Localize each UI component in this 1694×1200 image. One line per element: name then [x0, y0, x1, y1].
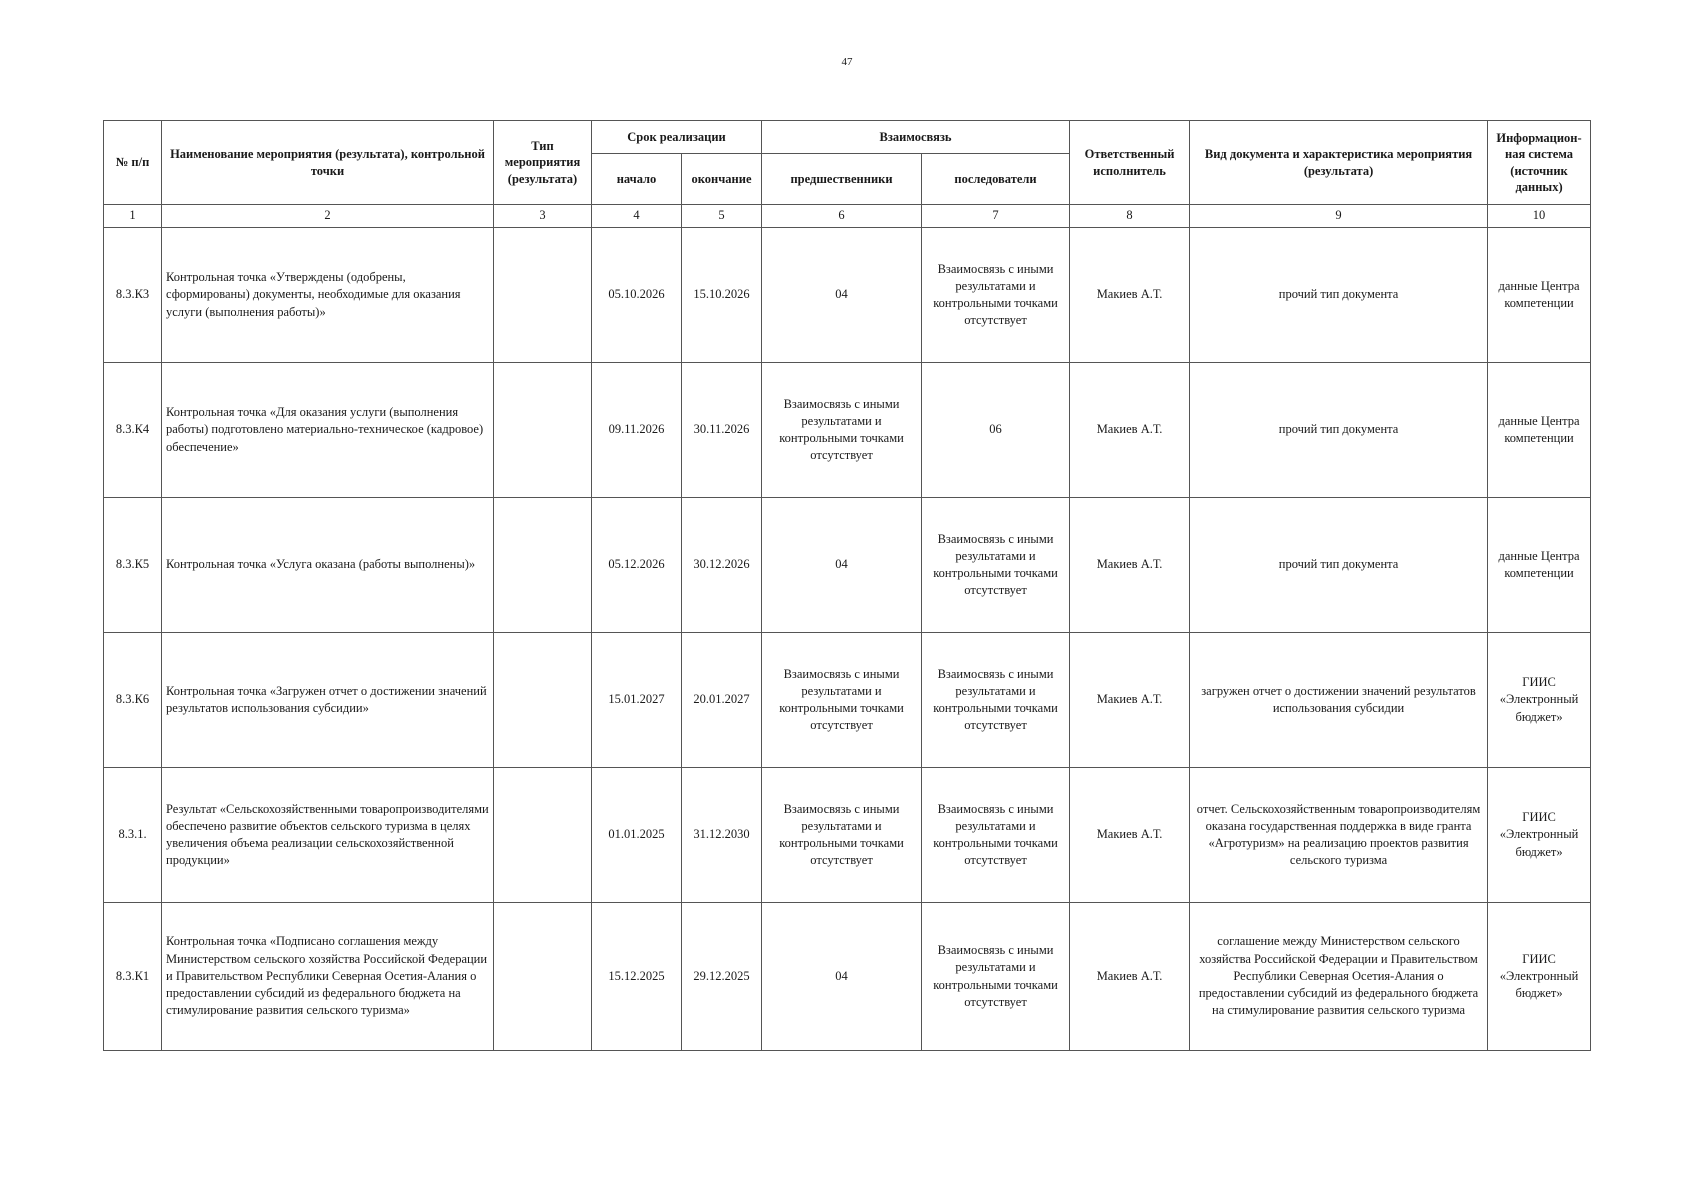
- row-responsible: Макиев А.Т.: [1070, 498, 1190, 633]
- row-end: 29.12.2025: [682, 903, 762, 1051]
- row-predecessors: 04: [762, 228, 922, 363]
- row-name: Контрольная точка «Подписано соглашения между Министерством сельского хозяйства Российской Федерации и Правительством Республики Северная Осетия-Алания о предоставлении субсидий из федерального бюджета на стимулирование развития сельского туризма»: [162, 903, 494, 1051]
- header-type: Тип мероприятия (результата): [494, 121, 592, 205]
- column-number: 7: [922, 205, 1070, 228]
- table-row: [104, 768, 1591, 903]
- row-responsible: Макиев А.Т.: [1070, 363, 1190, 498]
- row-number: 8.3.К1: [104, 903, 162, 1051]
- row-info-system: ГИИС «Электронный бюджет»: [1488, 633, 1591, 768]
- row-successors: Взаимосвязь с иными результатами и контрольными точками отсутствует: [922, 498, 1070, 633]
- header-num: № п/п: [104, 121, 162, 205]
- row-responsible: Макиев А.Т.: [1070, 903, 1190, 1051]
- table-row: [104, 498, 1591, 633]
- row-number: 8.3.К4: [104, 363, 162, 498]
- row-document: прочий тип документа: [1190, 363, 1488, 498]
- header-document: Вид документа и характеристика мероприятия (результата): [1190, 121, 1488, 205]
- row-document: отчет. Сельскохозяйственным товаропроизводителям оказана государственная поддержка в виде гранта «Агротуризм» на реализацию проектов развития сельского туризма: [1190, 768, 1488, 903]
- row-name: Контрольная точка «Услуга оказана (работы выполнены)»: [162, 498, 494, 633]
- row-number: 8.3.К5: [104, 498, 162, 633]
- row-document: загружен отчет о достижении значений результатов использования субсидии: [1190, 633, 1488, 768]
- row-name: Контрольная точка «Для оказания услуги (выполнения работы) подготовлено материально-техническое (кадровое) обеспечение»: [162, 363, 494, 498]
- header-info-system: Информацион-ная система (источник данных): [1488, 121, 1591, 205]
- table-row: [104, 228, 1591, 363]
- column-number: 3: [494, 205, 592, 228]
- column-number: 8: [1070, 205, 1190, 228]
- header-name: Наименование мероприятия (результата), контрольной точки: [162, 121, 494, 205]
- row-predecessors: Взаимосвязь с иными результатами и контрольными точками отсутствует: [762, 363, 922, 498]
- row-info-system: данные Центра компетенции: [1488, 498, 1591, 633]
- table-row: [104, 903, 1591, 1051]
- row-successors: Взаимосвязь с иными результатами и контрольными точками отсутствует: [922, 768, 1070, 903]
- row-end: 31.12.2030: [682, 768, 762, 903]
- row-name: Контрольная точка «Утверждены (одобрены, сформированы) документы, необходимые для оказания услуги (выполнения работы)»: [162, 228, 494, 363]
- row-type: [494, 633, 592, 768]
- row-info-system: ГИИС «Электронный бюджет»: [1488, 768, 1591, 903]
- header-responsible: Ответственный исполнитель: [1070, 121, 1190, 205]
- row-start: 05.12.2026: [592, 498, 682, 633]
- page-number: 47: [841, 56, 853, 68]
- header-end: окончание: [682, 154, 762, 205]
- column-number: 5: [682, 205, 762, 228]
- row-start: 15.12.2025: [592, 903, 682, 1051]
- row-info-system: данные Центра компетенции: [1488, 228, 1591, 363]
- row-successors: Взаимосвязь с иными результатами и контрольными точками отсутствует: [922, 633, 1070, 768]
- row-document: прочий тип документа: [1190, 228, 1488, 363]
- row-successors: 06: [922, 363, 1070, 498]
- column-number-row: [104, 205, 1591, 228]
- column-number: 1: [104, 205, 162, 228]
- column-number: 9: [1190, 205, 1488, 228]
- row-predecessors: Взаимосвязь с иными результатами и контрольными точками отсутствует: [762, 633, 922, 768]
- row-info-system: данные Центра компетенции: [1488, 363, 1591, 498]
- header-term: Срок реализации: [592, 121, 762, 154]
- row-number: 8.3.К6: [104, 633, 162, 768]
- row-end: 30.12.2026: [682, 498, 762, 633]
- row-responsible: Макиев А.Т.: [1070, 768, 1190, 903]
- row-end: 15.10.2026: [682, 228, 762, 363]
- row-start: 15.01.2027: [592, 633, 682, 768]
- row-predecessors: Взаимосвязь с иными результатами и контрольными точками отсутствует: [762, 768, 922, 903]
- row-type: [494, 903, 592, 1051]
- row-type: [494, 363, 592, 498]
- row-number: 8.3.К3: [104, 228, 162, 363]
- row-end: 30.11.2026: [682, 363, 762, 498]
- row-name: Контрольная точка «Загружен отчет о достижении значений результатов использования субсидии»: [162, 633, 494, 768]
- row-number: 8.3.1.: [104, 768, 162, 903]
- table-row: [104, 363, 1591, 498]
- row-document: прочий тип документа: [1190, 498, 1488, 633]
- row-predecessors: 04: [762, 903, 922, 1051]
- row-type: [494, 498, 592, 633]
- column-number: 4: [592, 205, 682, 228]
- row-info-system: ГИИС «Электронный бюджет»: [1488, 903, 1591, 1051]
- row-start: 01.01.2025: [592, 768, 682, 903]
- row-successors: Взаимосвязь с иными результатами и контрольными точками отсутствует: [922, 228, 1070, 363]
- column-number: 10: [1488, 205, 1591, 228]
- header-predecessors: предшественники: [762, 154, 922, 205]
- header-link: Взаимосвязь: [762, 121, 1070, 154]
- row-start: 09.11.2026: [592, 363, 682, 498]
- column-number: 6: [762, 205, 922, 228]
- row-responsible: Макиев А.Т.: [1070, 633, 1190, 768]
- row-document: соглашение между Министерством сельского хозяйства Российской Федерации и Правительством Республики Северная Осетия-Алания о предоставлении субсидий из федерального бюджета на стимулирование развития сельского туризма: [1190, 903, 1488, 1051]
- header-start: начало: [592, 154, 682, 205]
- row-successors: Взаимосвязь с иными результатами и контрольными точками отсутствует: [922, 903, 1070, 1051]
- row-predecessors: 04: [762, 498, 922, 633]
- plan-table: [103, 120, 1591, 1051]
- row-end: 20.01.2027: [682, 633, 762, 768]
- row-responsible: Макиев А.Т.: [1070, 228, 1190, 363]
- column-number: 2: [162, 205, 494, 228]
- row-type: [494, 768, 592, 903]
- row-name: Результат «Сельскохозяйственными товаропроизводителями обеспечено развитие объектов сельского туризма в целях увеличения объема реализации сельскохозяйственной продукции»: [162, 768, 494, 903]
- row-type: [494, 228, 592, 363]
- table-row: [104, 633, 1591, 768]
- row-start: 05.10.2026: [592, 228, 682, 363]
- header-successors: последователи: [922, 154, 1070, 205]
